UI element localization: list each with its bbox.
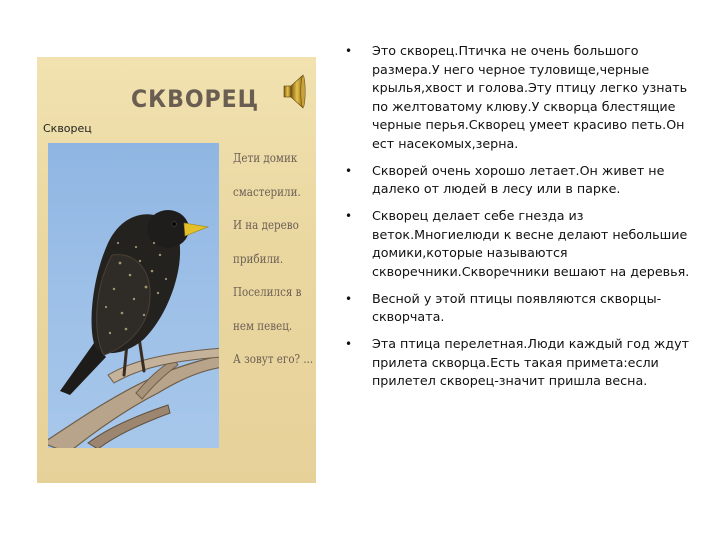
bullet-text: Эта птица перелетная.Люди каждый год ждут прилета скворца.Есть такая примета:если прилетел скворец-значит пришла весна. (372, 336, 689, 388)
bullet-text: Это скворец.Птичка не очень большого размера.У него черное туловище,черные крылья,хвост и голова.Эту птицу легко узнать по желтоватому клюву.У скворца блестящие черные перья.Скворец умеет красиво петь.Он ест насекомых,зерна. (372, 43, 688, 151)
bullet-icon: • (345, 337, 353, 351)
bullet-item (345, 162, 701, 199)
bullet-item (345, 42, 701, 153)
bullet-item (345, 290, 701, 327)
bullet-icon: • (345, 291, 353, 306)
poem-line: нем певец. (233, 318, 293, 333)
poem-line: смастерили. (233, 184, 301, 199)
bullet-icon: • (345, 44, 353, 58)
bullet-icon: • (345, 163, 353, 178)
starling-illustration (48, 143, 219, 448)
picture-heading: СКВОРЕЦ (131, 85, 260, 113)
starling-photo (48, 143, 219, 448)
poem-line: А зовут его? ... (233, 352, 314, 366)
bullet-text: Скворей очень хорошо летает.Он живет не далеко от людей в лесу или в парке. (372, 162, 665, 196)
poem-line: И на дерево (233, 218, 299, 232)
bullet-icon: • (345, 209, 353, 223)
poem-line: Поселился в (233, 285, 302, 299)
bullet-item (345, 335, 701, 391)
picture-caption: Скворец (43, 122, 92, 135)
bullet-item (345, 207, 701, 281)
poem-line: прибили. (233, 251, 284, 266)
bullet-text: Скворец делает себе гнезда из веток.Многиелюди к весне делают небольшие домики,которые называются скворечники.Скворечники вешают на деревья. (372, 208, 690, 279)
poem-line: Дети домик (233, 151, 298, 165)
speaker-icon[interactable] (281, 71, 307, 111)
bullet-text: Весной у этой птицы появляются скворцы-скворчата. (372, 290, 662, 324)
bullet-list (345, 42, 701, 399)
starling-picture-card (37, 57, 316, 483)
poem (233, 152, 315, 387)
